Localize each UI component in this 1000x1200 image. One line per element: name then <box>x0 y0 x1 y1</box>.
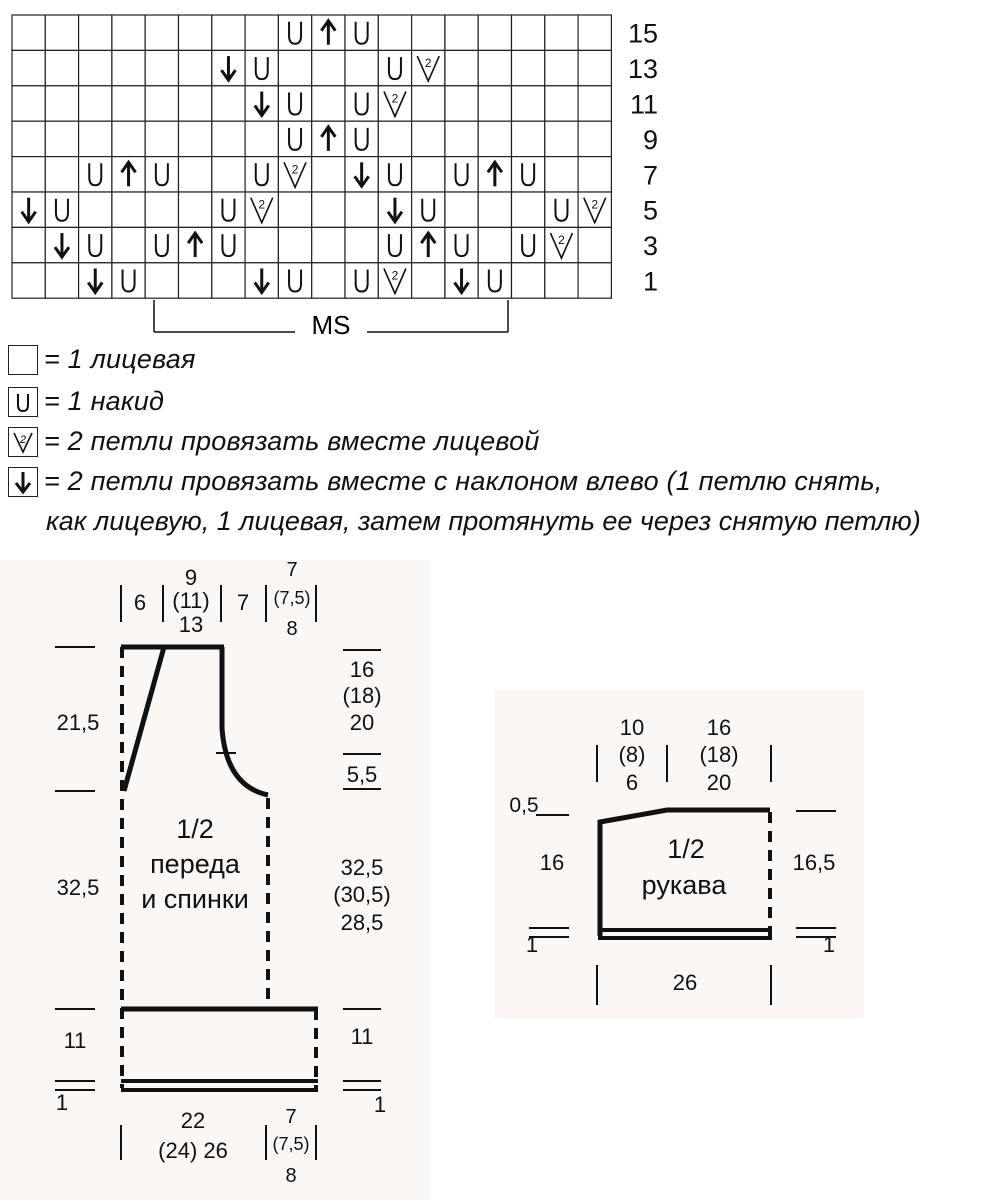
chart-cell <box>278 121 311 156</box>
right-armhole-value-3: 20 <box>349 710 375 735</box>
chart-cell <box>478 15 511 50</box>
legend-knit <box>8 344 196 375</box>
chart-cell <box>45 86 78 121</box>
bottom-side-value: 7 <box>285 1106 297 1128</box>
chart-cell <box>545 50 578 85</box>
row-number-label: 15 <box>627 18 658 49</box>
chart-cell <box>278 192 311 227</box>
bottom-side-value-3: 8 <box>285 1165 297 1187</box>
chart-cell <box>345 121 378 156</box>
chart-cell <box>312 192 345 227</box>
chart-cell <box>245 15 278 50</box>
right-body-value: 32,5 <box>340 855 384 880</box>
chart-cell <box>378 157 411 192</box>
chart-cell <box>578 15 611 50</box>
chart-cell <box>45 50 78 85</box>
chart-cell <box>145 263 178 298</box>
top-side-value: 7 <box>286 560 298 581</box>
chart-cell <box>545 86 578 121</box>
legend-ssk <box>8 466 883 497</box>
chart-cell <box>145 192 178 227</box>
row-number-label: 9 <box>642 124 658 155</box>
chart-cell <box>312 157 345 192</box>
chart-cell <box>12 50 45 85</box>
chart-cell <box>278 15 311 50</box>
chart-cell <box>278 86 311 121</box>
chart-cell <box>112 121 145 156</box>
bottom-width-value-2: (24) 26 <box>158 1138 228 1163</box>
right-rib-value: 11 <box>350 1024 374 1049</box>
chart-cell <box>512 86 545 121</box>
sleeve-top-right-value-3: 20 <box>706 770 732 795</box>
chart-cell <box>245 157 278 192</box>
chart-cell <box>79 192 112 227</box>
chart-cell <box>212 157 245 192</box>
chart-cell <box>12 121 45 156</box>
chart-cell <box>512 192 545 227</box>
chart-cell <box>79 86 112 121</box>
chart-cell <box>245 50 278 85</box>
chart-cell <box>179 86 212 121</box>
top-neck-value: 9 <box>184 565 198 590</box>
legend-yarn-over <box>8 386 164 417</box>
chart-cell <box>212 15 245 50</box>
chart-cell <box>412 192 445 227</box>
row-number-label: 11 <box>629 89 658 120</box>
chart-cell <box>578 86 611 121</box>
chart-cell <box>578 157 611 192</box>
chart-cell <box>45 263 78 298</box>
chart-cell <box>312 227 345 262</box>
chart-cell <box>512 15 545 50</box>
chart-cell <box>245 227 278 262</box>
chart-cell <box>478 121 511 156</box>
chart-cell <box>212 263 245 298</box>
sleeve-right-height-value: 16,5 <box>792 850 836 875</box>
chart-cell <box>345 227 378 262</box>
chart-cell <box>445 192 478 227</box>
chart-cell <box>578 121 611 156</box>
chart-cell <box>578 263 611 298</box>
chart-cell <box>145 157 178 192</box>
svg-text:2: 2 <box>19 433 27 446</box>
chart-cell <box>445 227 478 262</box>
chart-cell <box>79 15 112 50</box>
chart-cell <box>512 263 545 298</box>
chart-cell <box>12 86 45 121</box>
sleeve-left-edge-value: 1 <box>525 932 539 957</box>
chart-cell <box>245 121 278 156</box>
row-number-label: 1 <box>642 266 658 297</box>
svg-text:2: 2 <box>391 268 399 283</box>
row-number-label: 13 <box>627 54 658 85</box>
chart-cell <box>112 192 145 227</box>
chart-cell <box>79 227 112 262</box>
chart-cell <box>478 227 511 262</box>
sleeve-title-2: рукава <box>641 870 727 900</box>
knit-symbol-icon <box>8 345 38 375</box>
legend-ssk-text-2: как лицевую, 1 лицевая, затем протянуть ее через снятую петлю) <box>46 506 921 536</box>
chart-cell <box>445 50 478 85</box>
legend-knit-text: = 1 лицевая <box>44 344 196 374</box>
chart-cell <box>312 86 345 121</box>
chart-cell <box>545 192 578 227</box>
chart-cell <box>112 227 145 262</box>
sleeve-top-right-value: 16 <box>706 715 732 740</box>
top-side-value-3: 8 <box>286 618 298 640</box>
svg-text:2: 2 <box>558 233 565 248</box>
chart-cell <box>345 263 378 298</box>
chart-cell <box>112 263 145 298</box>
top-neck-value-2: (11) <box>172 588 210 613</box>
chart-cell <box>545 263 578 298</box>
ms-label: MS <box>311 310 351 340</box>
yarn-over-symbol-icon <box>8 387 38 417</box>
chart-cell <box>79 157 112 192</box>
bottom-side-value-2: (7,5) <box>272 1134 310 1154</box>
chart-cell <box>278 263 311 298</box>
chart-cell <box>278 50 311 85</box>
legend-ssk-text-1: = 2 петли провязать вместе с наклоном влево (1 петлю снять, <box>44 466 883 496</box>
chart-cell <box>578 50 611 85</box>
right-armhole-low-value: 5,5 <box>346 762 378 787</box>
chart-cell <box>412 263 445 298</box>
row-number-label: 3 <box>642 231 658 262</box>
chart-cell <box>212 86 245 121</box>
svg-text:2: 2 <box>291 162 299 177</box>
chart-cell <box>79 50 112 85</box>
chart-cell <box>578 227 611 262</box>
left-rib-value: 11 <box>63 1028 87 1053</box>
chart-cell <box>145 15 178 50</box>
row-number-label: 7 <box>642 160 658 191</box>
svg-text:2: 2 <box>424 56 432 71</box>
svg-text:2: 2 <box>258 197 266 212</box>
chart-cell <box>345 192 378 227</box>
chart-cell <box>212 121 245 156</box>
top-neck-value-3: 13 <box>178 612 204 637</box>
chart-cell <box>112 15 145 50</box>
left-armhole-value: 21,5 <box>56 710 100 735</box>
right-edge-value: 1 <box>373 1092 387 1117</box>
sleeve-bottom-width-value: 26 <box>672 970 698 995</box>
chart-cell <box>378 50 411 85</box>
chart-cell <box>512 50 545 85</box>
chart-cell <box>179 192 212 227</box>
right-armhole-value-2: (18) <box>342 683 382 708</box>
chart-cell <box>45 157 78 192</box>
chart-cell <box>512 121 545 156</box>
chart-cell <box>545 157 578 192</box>
chart-cell <box>412 157 445 192</box>
chart-cell <box>445 15 478 50</box>
sleeve-title: 1/2 <box>667 834 705 864</box>
chart-cell <box>12 157 45 192</box>
right-armhole-value: 16 <box>349 657 375 682</box>
legend-k2tog-text: = 2 петли провязать вместе лицевой <box>44 426 540 456</box>
chart-cell <box>512 227 545 262</box>
chart-cell <box>545 15 578 50</box>
chart-cell <box>212 227 245 262</box>
legend-k2tog <box>8 426 540 457</box>
left-edge-value: 1 <box>55 1090 69 1115</box>
body-schematic <box>0 560 430 1200</box>
svg-text:2: 2 <box>391 91 399 106</box>
chart-cell <box>478 50 511 85</box>
sleeve-right-edge-value: 1 <box>822 932 836 957</box>
chart-cell <box>212 192 245 227</box>
body-title-3: и спинки <box>141 884 249 914</box>
chart-cell <box>79 121 112 156</box>
ssk-arrow-down-icon <box>8 467 38 497</box>
chart-cell <box>179 263 212 298</box>
chart-cell <box>378 121 411 156</box>
svg-text:2: 2 <box>591 197 599 212</box>
chart-cell <box>478 192 511 227</box>
sleeve-top-right-value-2: (18) <box>699 742 739 767</box>
sleeve-left-top-value: 0,5 <box>509 794 539 817</box>
sleeve-left-height-value: 16 <box>539 850 565 875</box>
chart-cell <box>445 86 478 121</box>
chart-cell <box>12 263 45 298</box>
chart-cell <box>478 86 511 121</box>
chart-cell <box>112 86 145 121</box>
sleeve-top-left-value-3: 6 <box>625 770 639 795</box>
chart-cell <box>345 86 378 121</box>
chart-cell <box>445 157 478 192</box>
chart-cell <box>278 227 311 262</box>
chart-cell <box>145 86 178 121</box>
chart-cell <box>545 121 578 156</box>
stitch-chart <box>0 0 1000 340</box>
chart-cell <box>179 121 212 156</box>
right-body-value-3: 28,5 <box>340 910 384 935</box>
row-number-label: 5 <box>642 195 658 226</box>
chart-cell <box>345 50 378 85</box>
chart-cell <box>378 15 411 50</box>
chart-cell <box>179 157 212 192</box>
chart-cell <box>412 121 445 156</box>
chart-cell <box>12 227 45 262</box>
sleeve-schematic <box>494 690 864 1018</box>
chart-cell <box>345 15 378 50</box>
top-side-value-2: (7,5) <box>273 588 311 608</box>
right-body-value-2: (30,5) <box>333 882 391 907</box>
chart-cell <box>12 15 45 50</box>
body-title-2: переда <box>150 849 240 879</box>
chart-cell <box>312 263 345 298</box>
chart-cell <box>512 157 545 192</box>
legend-yarn-over-text: = 1 накид <box>44 386 165 416</box>
chart-cell <box>45 121 78 156</box>
chart-cell <box>179 15 212 50</box>
chart-cell <box>478 263 511 298</box>
bottom-width-value: 22 <box>180 1108 206 1133</box>
body-title: 1/2 <box>176 814 214 844</box>
chart-cell <box>112 50 145 85</box>
k2tog-symbol-icon <box>8 427 38 457</box>
chart-cell <box>145 227 178 262</box>
chart-cell <box>179 50 212 85</box>
chart-cell <box>312 50 345 85</box>
sleeve-top-left-value-2: (8) <box>618 742 646 767</box>
left-body-value: 32,5 <box>56 875 100 900</box>
chart-cell <box>145 121 178 156</box>
chart-cell <box>45 15 78 50</box>
chart-cell <box>378 227 411 262</box>
chart-cell <box>145 50 178 85</box>
chart-cell <box>45 192 78 227</box>
sleeve-top-left-value: 10 <box>619 715 645 740</box>
top-left-value: 6 <box>133 590 147 615</box>
chart-cell <box>412 15 445 50</box>
top-shoulder-value: 7 <box>236 590 250 615</box>
chart-cell <box>412 86 445 121</box>
chart-cell <box>445 121 478 156</box>
